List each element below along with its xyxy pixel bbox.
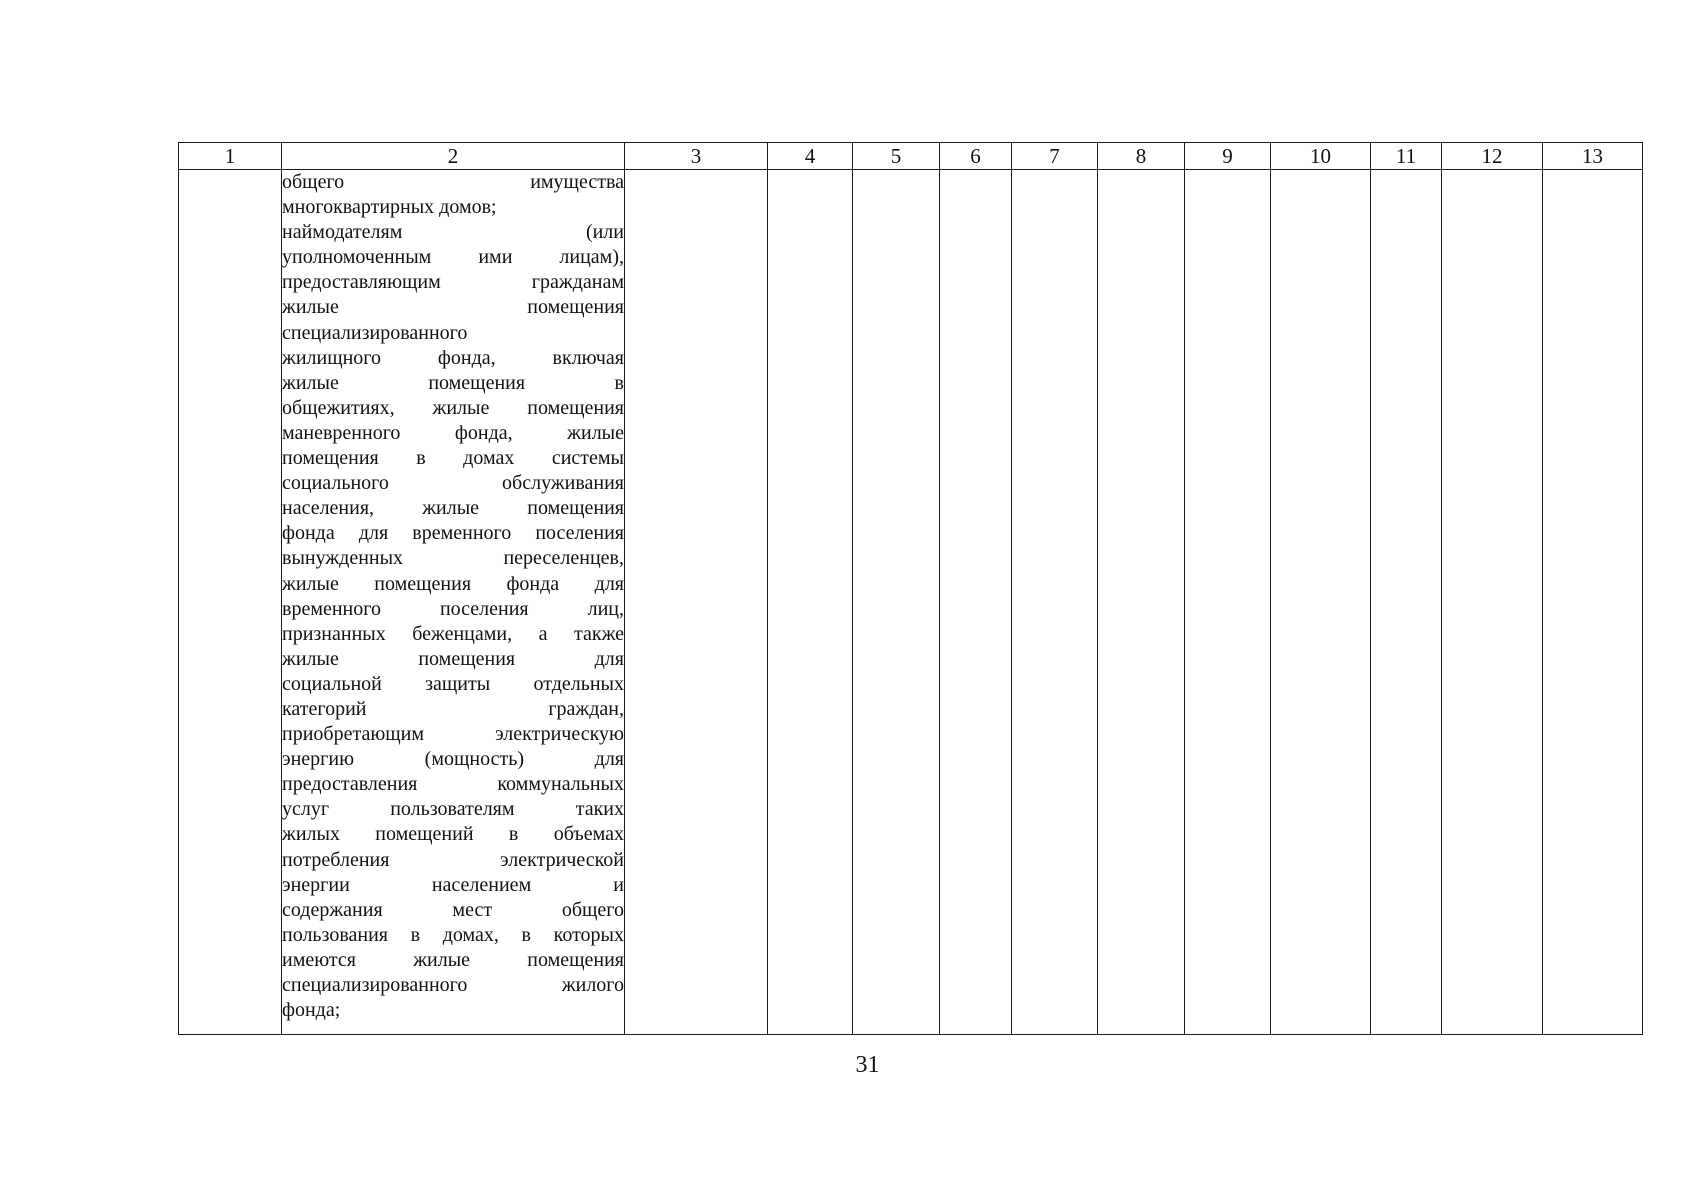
text-line: общего имущества — [282, 171, 624, 193]
column-header-3: 3 — [625, 143, 768, 170]
table-cell-col-11 — [1371, 170, 1442, 1035]
text-line: приобретающим электрическую — [282, 723, 624, 746]
row-description-text — [282, 170, 624, 1023]
text-line: предоставления коммунальных — [282, 773, 624, 796]
column-header-5: 5 — [853, 143, 940, 170]
text-line: многоквартирных домов; — [282, 196, 497, 219]
text-line: жилых помещений в объемах — [282, 823, 624, 846]
column-header-4: 4 — [768, 143, 853, 170]
text-line: пользования в домах, в которых — [282, 923, 624, 946]
text-line: жилые помещения фонда для — [282, 572, 624, 595]
data-table — [178, 142, 1643, 1035]
column-header-12: 12 — [1442, 143, 1543, 170]
text-line: предоставляющим гражданам — [282, 271, 624, 294]
text-line: содержания мест общего — [282, 898, 624, 921]
column-header-10: 10 — [1271, 143, 1371, 170]
text-line: жилищного фонда, включая — [282, 346, 624, 369]
text-line: уполномоченным ими лицам), — [282, 246, 624, 269]
column-header-8: 8 — [1098, 143, 1185, 170]
table-cell-col-4 — [768, 170, 853, 1035]
table-row — [179, 170, 1643, 1035]
text-line: услуг пользователям таких — [282, 798, 624, 821]
table-cell-col-13 — [1543, 170, 1643, 1035]
page-number: 31 — [855, 1052, 880, 1078]
text-line: жилые помещения в — [282, 371, 624, 394]
text-line: жилые помещения — [282, 296, 624, 319]
column-header-2: 2 — [282, 143, 625, 170]
text-line: фонда для временного поселения — [282, 522, 624, 545]
column-header-11: 11 — [1371, 143, 1442, 170]
table-cell-col-9 — [1185, 170, 1271, 1035]
table-cell-col-10 — [1271, 170, 1371, 1035]
text-line: специализированного — [282, 321, 468, 344]
column-header-6: 6 — [940, 143, 1012, 170]
text-line: наймодателям (или — [282, 221, 624, 244]
text-line: категорий граждан, — [282, 697, 624, 720]
text-line: фонда; — [282, 999, 341, 1022]
column-header-13: 13 — [1543, 143, 1643, 170]
table-cell-col-8 — [1098, 170, 1185, 1035]
text-line: помещения в домах системы — [282, 447, 624, 470]
text-line: социального обслуживания — [282, 472, 624, 495]
text-line: общежитиях, жилые помещения — [282, 396, 624, 419]
table-cell-col-6 — [940, 170, 1012, 1035]
text-line: временного поселения лиц, — [282, 597, 624, 620]
header-row — [179, 143, 1643, 170]
table-cell-col-3 — [625, 170, 768, 1035]
text-line: маневренного фонда, жилые — [282, 421, 624, 444]
column-header-1: 1 — [179, 143, 282, 170]
text-line: энергию (мощность) для — [282, 748, 624, 771]
table-cell-col-2 — [282, 170, 625, 1035]
column-header-7: 7 — [1012, 143, 1098, 170]
text-line: социальной защиты отдельных — [282, 672, 624, 695]
table-cell-col-7 — [1012, 170, 1098, 1035]
table-cell-col-5 — [853, 170, 940, 1035]
table-cell-col-12 — [1442, 170, 1543, 1035]
table-cell-col-1 — [179, 170, 282, 1035]
text-line: населения, жилые помещения — [282, 497, 624, 520]
text-line: признанных беженцами, а также — [282, 622, 624, 645]
text-line: специализированного жилого — [282, 974, 624, 996]
column-header-9: 9 — [1185, 143, 1271, 170]
text-line: потребления электрической — [282, 848, 624, 871]
text-line: жилые помещения для — [282, 647, 624, 670]
text-line: имеются жилые помещения — [282, 948, 624, 971]
text-line: вынужденных переселенцев, — [282, 547, 624, 570]
text-line: энергии населением и — [282, 873, 624, 896]
